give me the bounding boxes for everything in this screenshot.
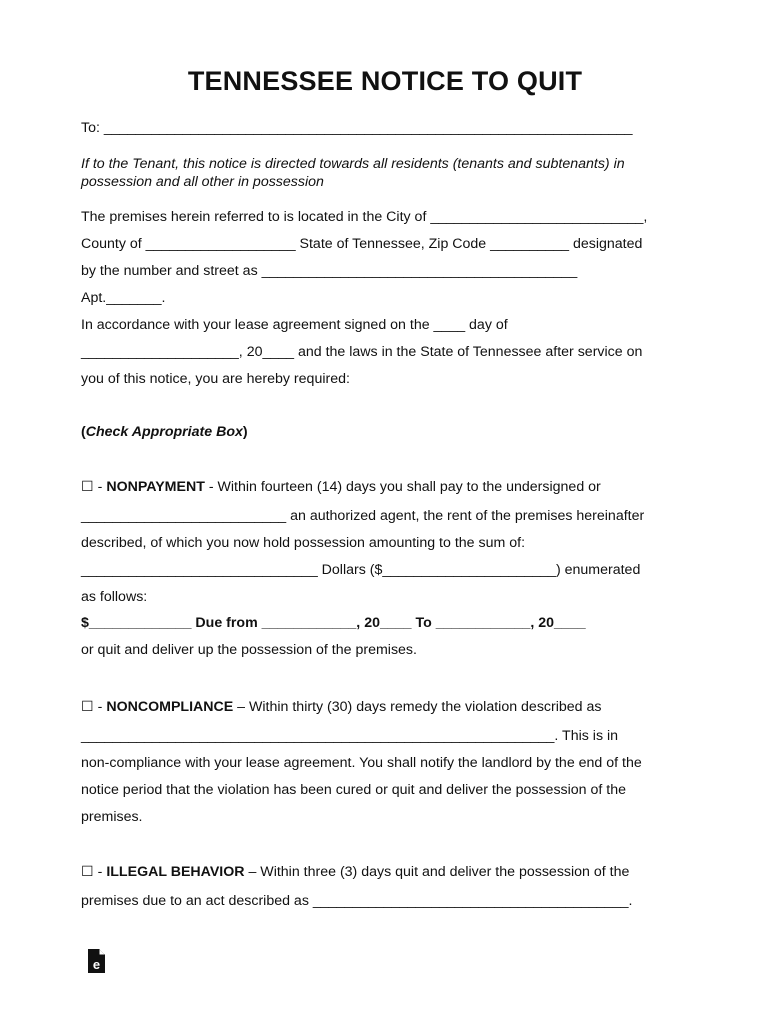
nonpayment-dollars-line[interactable]: ______________________________ Dollars ($______________________) enumerated [81,562,641,578]
noncompliance-text-line-2: notice period that the violation has been cured or quit and deliver the possession of the [81,782,626,798]
illegal-behavior-option[interactable]: ☐ - ILLEGAL BEHAVIOR – Within three (3) days quit and deliver the possession of the [81,864,630,880]
premises-apt-line[interactable]: Apt._______. [81,290,166,306]
premises-city-line[interactable]: The premises herein referred to is located in the City of ___________________________, [81,209,648,225]
nonpayment-quit-line: or quit and deliver up the possession of the premises. [81,642,417,658]
nonpayment-option[interactable]: ☐ - NONPAYMENT - Within fourteen (14) days you shall pay to the undersigned or [81,479,601,495]
noncompliance-text-line-1: non-compliance with your lease agreement. You shall notify the landlord by the end of the [81,755,642,771]
noncompliance-option[interactable]: ☐ - NONCOMPLIANCE – Within thirty (30) days remedy the violation described as [81,699,602,715]
illegal-behavior-act-line[interactable]: premises due to an act described as ________________________________________. [81,893,633,909]
check-box-heading: (Check Appropriate Box) [81,424,248,440]
tenant-note-line-2: possession and all other in possession [81,174,324,190]
nonpayment-checkbox[interactable]: ☐ - [81,479,107,495]
nonpayment-label: NONPAYMENT [106,479,205,495]
noncompliance-label: NONCOMPLIANCE [106,699,234,715]
illegal-behavior-checkbox[interactable]: ☐ - [81,864,107,880]
tenant-note-line-1: If to the Tenant, this notice is directed towards all residents (tenants and subtenants) in [81,156,625,172]
premises-street-line[interactable]: by the number and street as ________________________________________ [81,263,578,279]
eforms-logo-icon [86,948,106,974]
nonpayment-due-line[interactable]: $_____________ Due from ____________, 20____ To ____________, 20____ [81,615,586,631]
nonpayment-agent-line[interactable]: __________________________ an authorized agent, the rent of the premises hereinafter [81,508,645,524]
svg-text:e: e [92,957,101,972]
lease-year-line[interactable]: ____________________, 20____ and the laws in the State of Tennessee after service on [81,344,643,360]
noncompliance-text-line-3: premises. [81,809,143,825]
to-field[interactable]: To: ___________________________________________________________________ [81,120,633,136]
document-title: TENNESSEE NOTICE TO QUIT [187,66,583,96]
premises-county-line[interactable]: County of ___________________ State of Tennessee, Zip Code __________ designated [81,236,643,252]
required-line: you of this notice, you are hereby required: [81,371,350,387]
nonpayment-desc-line: described, of which you now hold possession amounting to the sum of: [81,535,526,551]
noncompliance-checkbox[interactable]: ☐ - [81,699,107,715]
noncompliance-violation-line[interactable]: ____________________________________________________________. This is in [81,728,619,744]
nonpayment-follows-line: as follows: [81,589,148,605]
illegal-behavior-label: ILLEGAL BEHAVIOR [106,864,245,880]
lease-date-line[interactable]: In accordance with your lease agreement signed on the ____ day of [81,317,508,333]
